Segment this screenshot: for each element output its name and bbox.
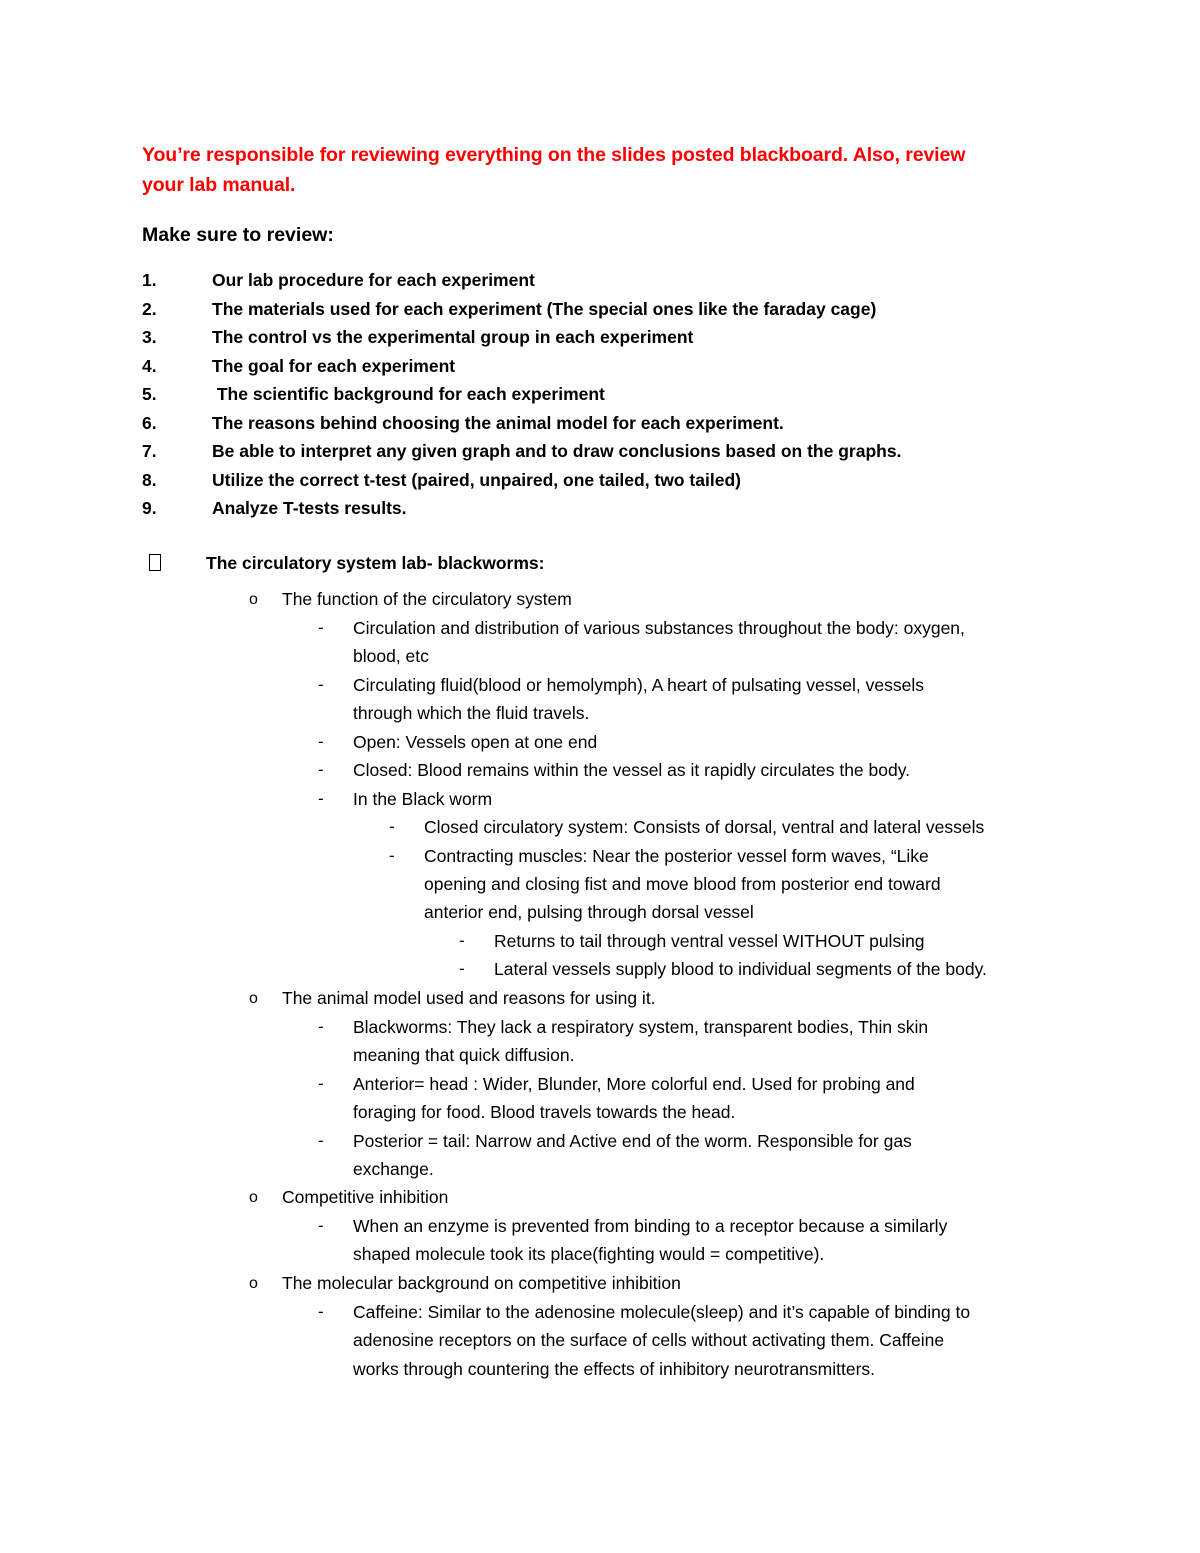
dash-icon: - [318,1302,324,1321]
bullet-icon: o [249,990,258,1007]
review-item-number: 1. [142,270,157,290]
outline-subitem: Posterior = tail: Narrow and Active end of the worm. Responsible for gas [353,1131,912,1151]
checkbox-symbol-icon [149,554,161,571]
dash-icon: - [318,1074,324,1093]
outline-subitem: Circulating fluid(blood or hemolymph), A heart of pulsating vessel, vessels [353,675,924,695]
review-item-text: Our lab procedure for each experiment [212,270,535,290]
dash-icon: - [389,817,395,836]
review-item [142,409,901,438]
review-item [142,323,901,352]
outline-subitem: meaning that quick diffusion. [353,1045,575,1065]
bullet-icon: o [249,1275,258,1292]
review-item-text: The materials used for each experiment (The special ones like the faraday cage) [212,298,877,319]
outline-bullet: Competitive inhibition [282,1187,449,1207]
review-item-number: 2. [142,298,157,319]
outline-bullet: The animal model used and reasons for using it. [282,988,656,1008]
dash-icon: - [318,1216,324,1235]
outline-subitem: Anterior= head : Wider, Blunder, More colorful end. Used for probing and [353,1074,915,1094]
outline-subitem: adenosine receptors on the surface of cells without activating them. Caffeine [353,1330,945,1350]
dash-icon: - [389,846,395,865]
dash-icon: - [318,760,324,779]
outline-subsubitem: Closed circulatory system: Consists of dorsal, ventral and lateral vessels [424,817,985,837]
review-item-number: 9. [142,498,157,518]
dash-icon: - [459,959,465,978]
dash-icon: - [318,618,324,637]
dash-icon: - [318,789,324,808]
outline-subsubitem: Contracting muscles: Near the posterior vessel form waves, “Like [424,846,929,866]
responsibility-note-line-2: your lab manual. [142,174,296,196]
outline-subitem: Blackworms: They lack a respiratory system, transparent bodies, Thin skin [353,1017,929,1037]
outline-bullet: The molecular background on competitive inhibition [282,1273,681,1293]
review-item-text: The control vs the experimental group in each experiment [212,327,694,347]
review-item-number: 6. [142,412,157,433]
review-item-number: 8. [142,469,157,490]
review-item-number: 7. [142,441,157,461]
review-item-text: The reasons behind choosing the animal model for each experiment. [212,412,784,433]
review-item-text: Utilize the correct t-test (paired, unpaired, one tailed, two tailed) [212,469,741,490]
outline-subsubitem: opening and closing fist and move blood from posterior end toward [424,874,941,894]
review-item [142,466,901,495]
review-item-number: 5. [142,384,157,404]
outline-bullet: The function of the circulatory system [282,589,572,609]
review-item-text: The scientific background for each experiment [212,384,605,404]
outline-subsubitem: anterior end, pulsing through dorsal vessel [424,902,754,922]
review-item-text: Analyze T-tests results. [212,498,407,518]
review-item [142,352,901,381]
review-item [142,494,901,523]
dash-icon: - [318,1017,324,1036]
outline-subitem: Open: Vessels open at one end [353,732,598,752]
review-item [142,295,901,324]
outline-subitem: blood, etc [353,646,429,666]
dash-icon: - [459,931,465,950]
review-list [142,266,901,523]
outline-subitem: Circulation and distribution of various substances throughout the body: oxygen, [353,618,965,638]
review-heading: Make sure to review: [142,224,334,246]
review-item-number: 4. [142,355,157,376]
review-item-text: The goal for each experiment [212,355,456,376]
outline-subitem: shaped molecule took its place(fighting would = competitive). [353,1244,825,1264]
outline-subitem: When an enzyme is prevented from binding to a receptor because a similarly [353,1216,948,1236]
dash-icon: - [318,732,324,751]
dash-icon: - [318,675,324,694]
review-item [142,380,901,409]
outline-tertiary-item: Returns to tail through ventral vessel WITHOUT pulsing [494,931,925,951]
outline-subitem: foraging for food. Blood travels towards the head. [353,1102,736,1122]
section-title [142,548,544,578]
outline-subitem: Caffeine: Similar to the adenosine molecule(sleep) and it’s capable of binding to [353,1302,971,1322]
outline-subitem: Closed: Blood remains within the vessel as it rapidly circulates the body. [353,760,911,780]
review-item [142,437,901,466]
dash-icon: - [318,1131,324,1150]
outline-tertiary-item: Lateral vessels supply blood to individual segments of the body. [494,959,987,979]
bullet-icon: o [249,1189,258,1206]
outline-subitem: works through countering the effects of inhibitory neurotransmitters. [353,1359,876,1379]
outline-subitem: exchange. [353,1159,434,1179]
responsibility-note [142,140,1042,200]
responsibility-note-line-1: You’re responsible for reviewing everything on the slides posted blackboard. Also, review [142,144,966,166]
outline-subitem: In the Black worm [353,789,493,809]
review-item-text: Be able to interpret any given graph and to draw conclusions based on the graphs. [212,441,902,461]
section-title-text: The circulatory system lab- blackworms: [206,553,545,573]
review-item-number: 3. [142,327,157,347]
outline-subitem: through which the fluid travels. [353,703,590,723]
review-item [142,266,901,295]
bullet-icon: o [249,591,258,608]
